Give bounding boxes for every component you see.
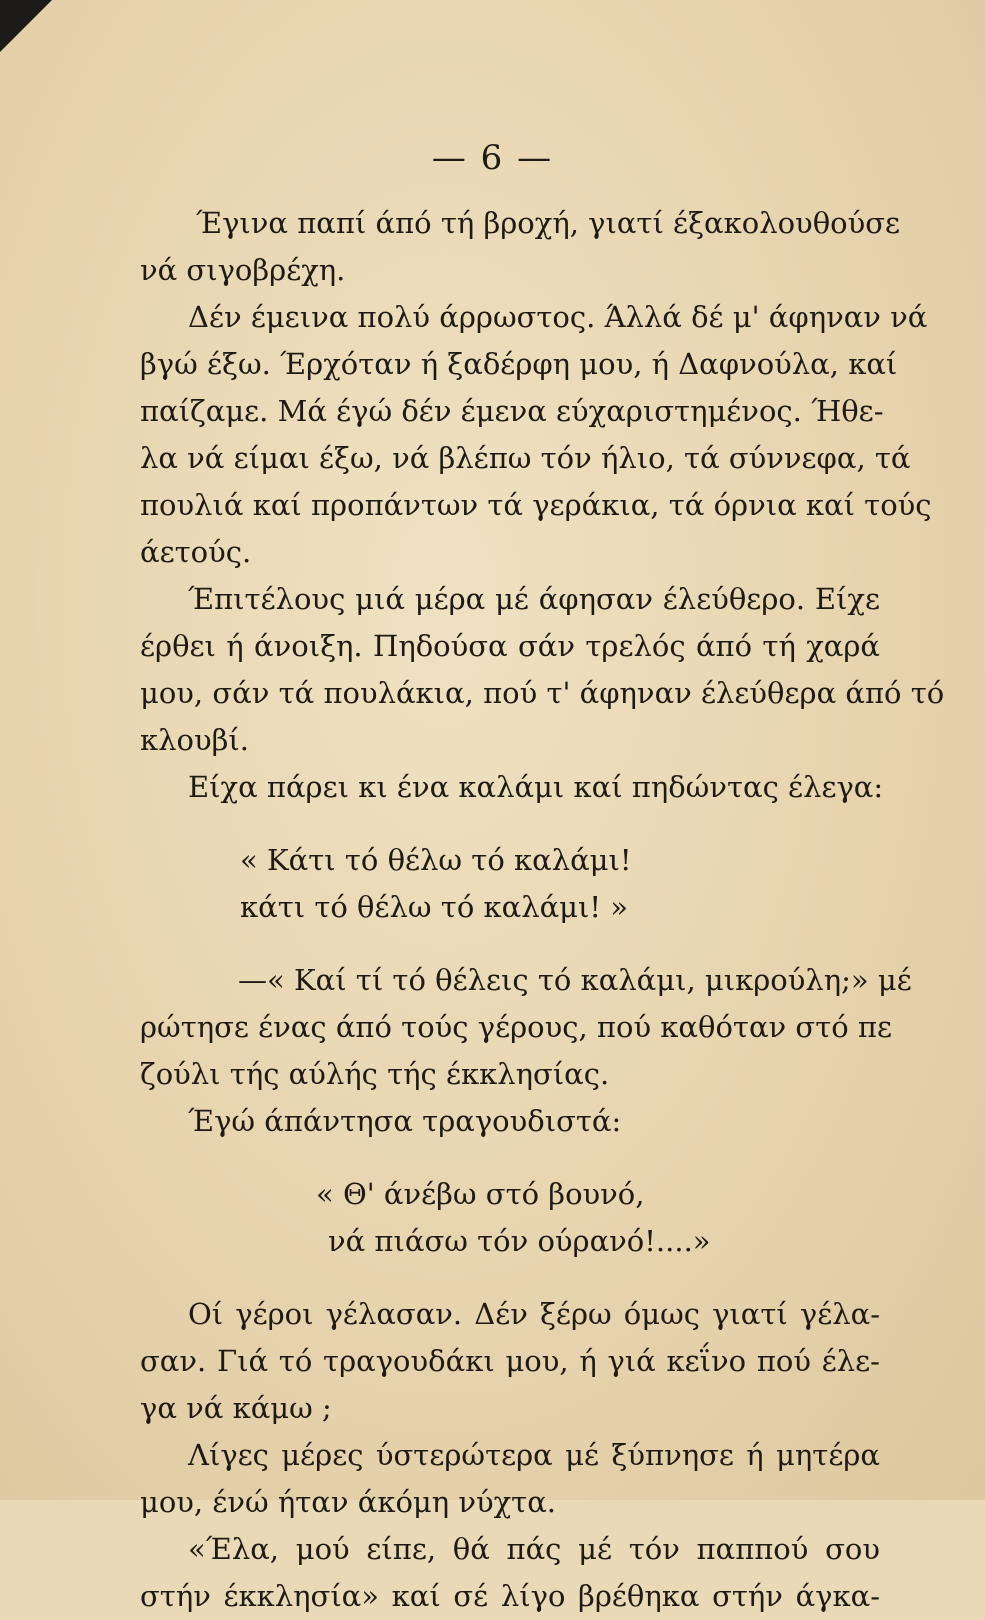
page-number: — 6 —: [431, 138, 554, 178]
text-line: Δέν έμεινα πολύ άρρωστος. Άλλά δέ μ' άφηναν νά: [188, 300, 928, 334]
body-text: [140, 200, 945, 1620]
text-line: λα νά είμαι έξω, νά βλέπω τόν ήλιο, τά σύννεφα, τά: [140, 441, 911, 475]
text-line: ζούλι τής αύλής τής έκκλησίας.: [140, 1057, 610, 1091]
page-corner-fold: [0, 0, 52, 52]
text-line: Έπιτέλους μιά μέρα μέ άφησαν έλεύθερο. Είχε: [188, 582, 880, 616]
text-line: Είχα πάρει κι ένα καλάμι καί πηδώντας έλεγα:: [188, 770, 884, 804]
text-line: μου, ένώ ήταν άκόμη νύχτα.: [140, 1485, 557, 1519]
verse-line: « Κάτι τό θέλω τό καλάμι!: [240, 843, 632, 877]
text-line: Έγινα παπί άπό τή βροχή, γιατί έξακολουθούσε: [196, 206, 901, 240]
text-line: παίζαμε. Μά έγώ δέν έμενα εύχαριστημένος. Ήθε-: [140, 394, 884, 428]
text-line: —« Καί τί τό θέλεις τό καλάμι, μικρούλη;» μέ: [238, 963, 912, 997]
text-line: πουλιά καί προπάντων τά γεράκια, τά όρνια καί τούς: [140, 488, 932, 522]
text-line: Οί γέροι γέλασαν. Δέν ξέρω όμως γιατί γέλα-: [188, 1297, 880, 1331]
text-line: κλουβί.: [140, 723, 249, 757]
text-line: γα νά κάμω ;: [140, 1391, 332, 1425]
text-line: Έγώ άπάντησα τραγουδιστά:: [188, 1104, 622, 1138]
verse-line: νά πιάσω τόν ούρανό!....»: [328, 1224, 711, 1258]
verse-line: κάτι τό θέλω τό καλάμι! »: [240, 890, 629, 924]
text-line: νά σιγοβρέχη.: [140, 253, 346, 287]
text-line: «Έλα, μού είπε, θά πάς μέ τόν παππού σου: [188, 1532, 880, 1566]
text-line: έρθει ή άνοιξη. Πηδούσα σάν τρελός άπό τή χαρά: [140, 629, 880, 663]
text-line: άετούς.: [140, 535, 252, 569]
verse-line: « Θ' άνέβω στό βουνό,: [316, 1177, 645, 1211]
text-line: Λίγες μέρες ύστερώτερα μέ ξύπνησε ή μητέρα: [188, 1438, 880, 1472]
text-line: στήν έκκλησία» καί σέ λίγο βρέθηκα στήν άγκα-: [140, 1579, 880, 1613]
text-line: σαν. Γιά τό τραγουδάκι μου, ή γιά κεΐνο πού έλε-: [140, 1344, 880, 1378]
text-line: ρώτησε ένας άπό τούς γέρους, πού καθόταν στό πε: [140, 1010, 893, 1044]
text-line: βγώ έξω. Έρχόταν ή ξαδέρφη μου, ή Δαφνούλα, καί: [140, 347, 898, 381]
text-line: μου, σάν τά πουλάκια, πού τ' άφηναν έλεύθερα άπό τό: [140, 676, 945, 710]
